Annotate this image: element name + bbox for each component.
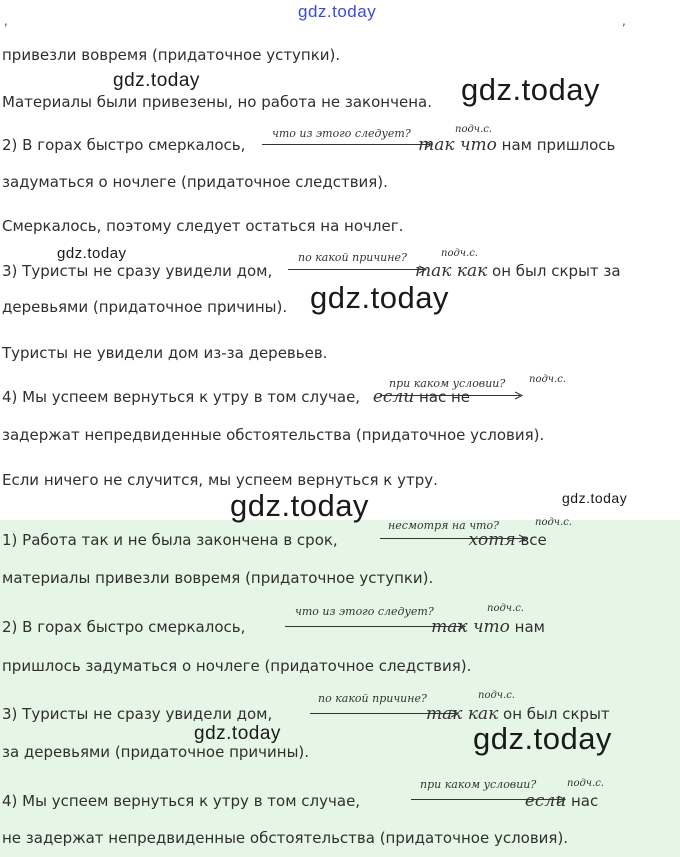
watermark: gdz.today xyxy=(57,245,127,262)
sentence-end: нас xyxy=(566,792,599,810)
text-line: Если ничего не случится, мы успеем вернуться к утру. xyxy=(2,471,438,489)
watermark: gdz.today xyxy=(230,488,369,523)
watermark: gdz.today xyxy=(562,490,628,506)
sentence-line xyxy=(2,792,598,810)
sentence-end: нас не xyxy=(414,388,471,406)
clause-label: подч.с. xyxy=(529,374,566,385)
text-line: Материалы были привезены, но работа не закончена. xyxy=(2,93,432,111)
text-line: за деревьями (придаточное причины). xyxy=(2,743,310,761)
text-line: Смеркалось, поэтому следует остаться на ночлег. xyxy=(2,217,404,235)
watermark: gdz.today xyxy=(194,723,281,744)
question-label: что из этого следует? xyxy=(295,605,434,618)
stray-mark: , xyxy=(4,14,8,28)
sentence-start: 2) В горах быстро смеркалось, xyxy=(2,618,251,636)
text-line: пришлось задуматься о ночлеге (придаточное следствия). xyxy=(2,657,472,675)
conjunction: так как xyxy=(415,261,488,281)
text-line: задуматься о ночлеге (придаточное следствия). xyxy=(2,173,388,191)
watermark: gdz.today xyxy=(461,72,600,107)
text-line: привезли вовремя (придаточное уступки). xyxy=(2,46,341,64)
conjunction: если xyxy=(524,791,567,811)
clause-label: подч.с. xyxy=(487,603,524,614)
watermark: gdz.today xyxy=(113,70,200,91)
text-line: деревьями (придаточное причины). xyxy=(2,298,288,316)
sentence-end: все xyxy=(515,531,547,549)
text-line: материалы привезли вовремя (придаточное уступки). xyxy=(2,569,434,587)
question-label: по какой причине? xyxy=(298,251,407,264)
conjunction: хотя xyxy=(468,530,516,550)
question-label: при каком условии? xyxy=(420,778,537,791)
sentence-end: он был скрыт xyxy=(498,705,610,723)
watermark: gdz.today xyxy=(473,721,612,756)
conjunction: если xyxy=(372,387,415,407)
sentence-start: 1) Работа так и не была закончена в срок, xyxy=(2,531,343,549)
text-line: не задержат непредвиденные обстоятельства (придаточное условия). xyxy=(2,829,569,847)
clause-label: подч.с. xyxy=(441,248,478,259)
clause-label: подч.с. xyxy=(478,690,515,701)
sentence-start: 4) Мы успеем вернуться к утру в том случае, xyxy=(2,792,365,810)
sentence-end: нам xyxy=(509,618,545,636)
sentence-start: 4) Мы успеем вернуться к утру в том случае, xyxy=(2,388,365,406)
conjunction: так как xyxy=(426,704,499,724)
sentence-start: 3) Туристы не сразу увидели дом, xyxy=(2,705,278,723)
watermark: gdz.today xyxy=(310,280,449,315)
sentence-line xyxy=(2,531,547,549)
sentence-end: он был скрыт за xyxy=(487,262,621,280)
question-label: несмотря на что? xyxy=(388,519,500,532)
watermark-top: gdz.today xyxy=(298,2,377,21)
conjunction: так что xyxy=(418,135,497,155)
clause-label: подч.с. xyxy=(455,124,492,135)
question-label: по какой причине? xyxy=(318,692,427,705)
sentence-end: нам пришлось xyxy=(496,136,616,154)
conjunction: так что xyxy=(431,617,510,637)
clause-label: подч.с. xyxy=(535,517,572,528)
clause-label: подч.с. xyxy=(567,778,604,789)
sentence-line xyxy=(2,388,470,406)
sentence-start: 3) Туристы не сразу увидели дом, xyxy=(2,262,278,280)
stray-mark: , xyxy=(622,14,626,28)
sentence-line xyxy=(2,136,615,154)
text-line: задержат непредвиденные обстоятельства (придаточное условия). xyxy=(2,426,545,444)
question-label: при каком условии? xyxy=(389,377,506,390)
sentence-line xyxy=(2,262,621,280)
text-line: Туристы не увидели дом из-за деревьев. xyxy=(2,344,328,362)
sentence-line xyxy=(2,618,545,636)
sentence-start: 2) В горах быстро смеркалось, xyxy=(2,136,251,154)
question-label: что из этого следует? xyxy=(272,127,411,140)
